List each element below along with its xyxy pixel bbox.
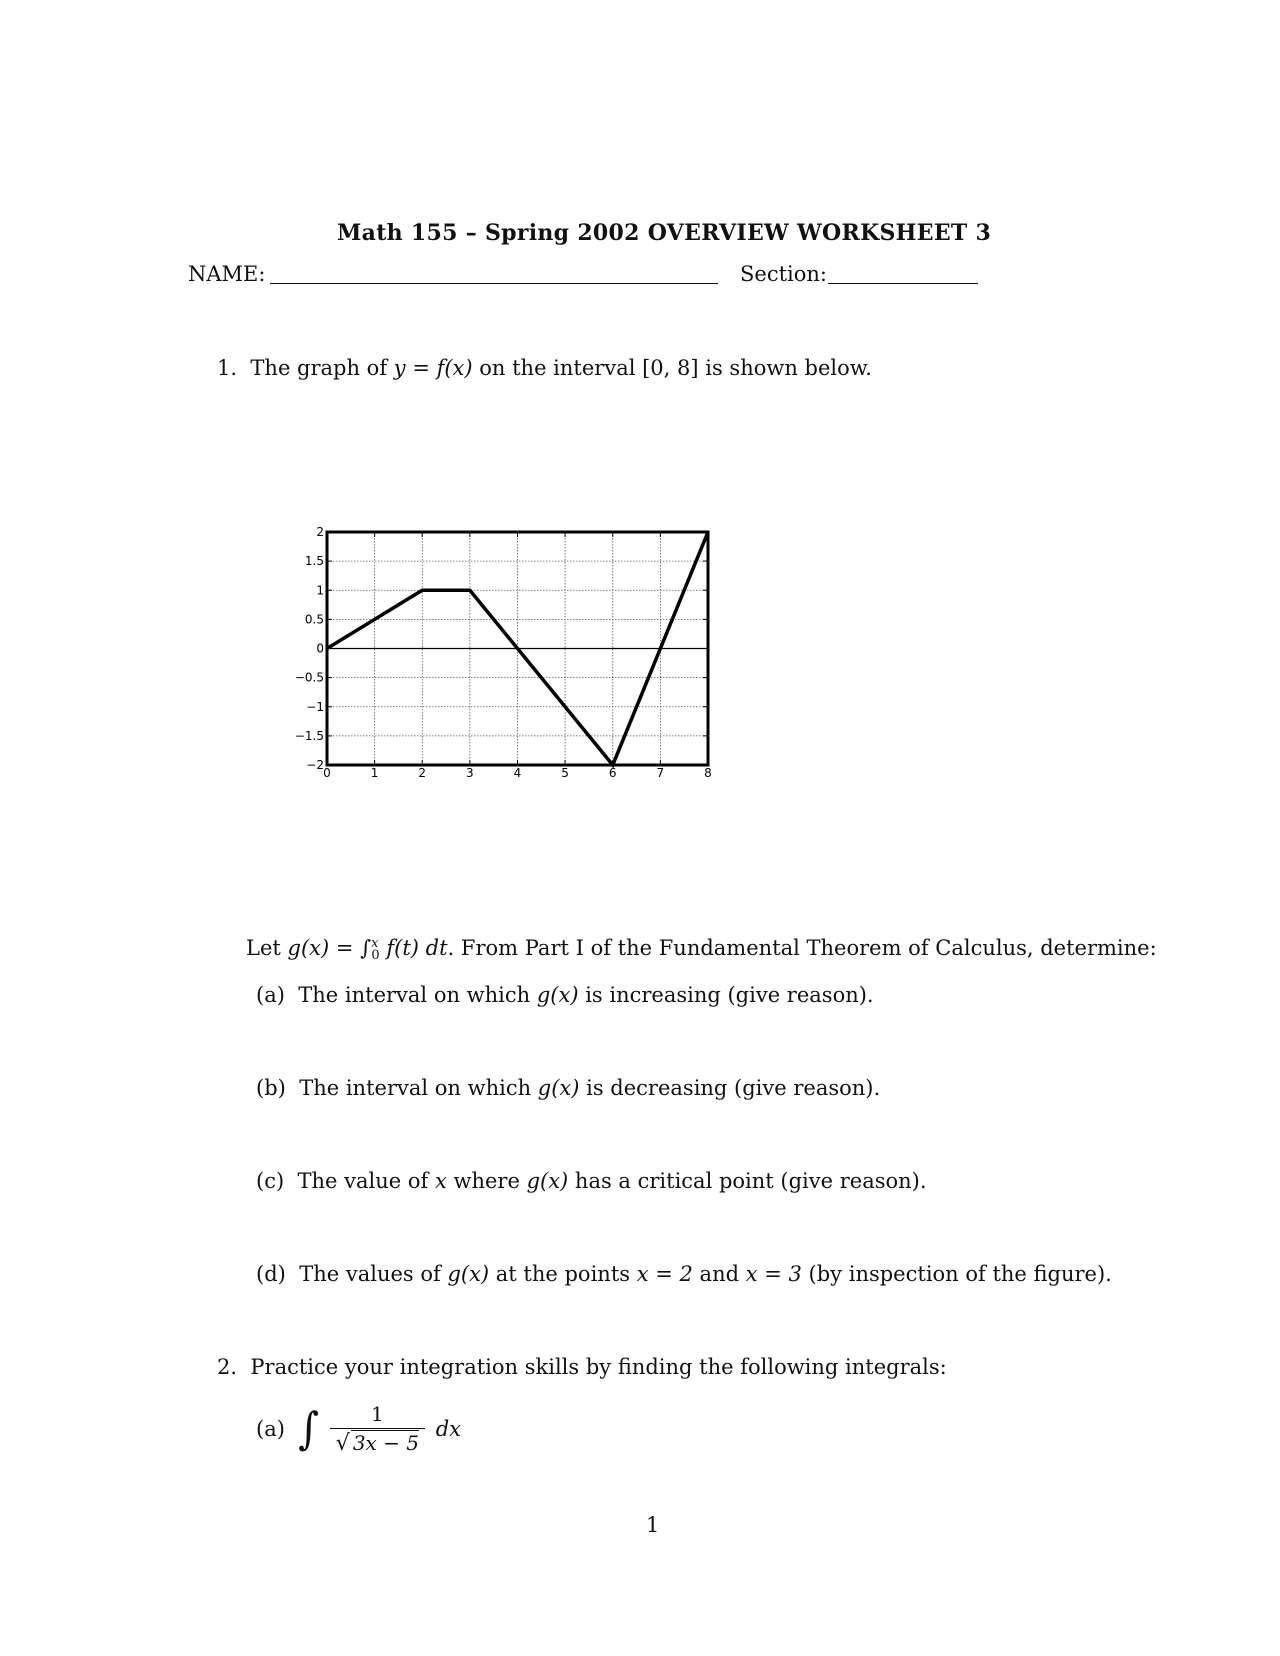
y-tick-label: 1 [316, 583, 324, 598]
upper-limit: x [371, 936, 379, 951]
section-label: Section: [740, 262, 827, 286]
x-tick-label: 1 [370, 766, 379, 780]
integral-sign: ∫ [360, 936, 372, 960]
part-a: (a) The interval on which g(x) is increasing (give reason). [256, 983, 874, 1007]
x-tick-label: 2 [418, 766, 427, 780]
x-tick-label: 4 [513, 766, 522, 780]
question-2-number: 2. [217, 1355, 238, 1379]
y-tick-label: −0.5 [294, 670, 324, 685]
section-blank-line[interactable] [828, 283, 978, 284]
question-1-number: 1. [217, 356, 238, 380]
y-tick-label: 1.5 [304, 554, 324, 569]
part-b: (b) The interval on which g(x) is decreasing (give reason). [256, 1076, 881, 1100]
denominator: √ 3x − 5 [330, 1428, 425, 1456]
part-c: (c) The value of x where g(x) has a critical point (give reason). [256, 1169, 927, 1193]
x-tick-label: 7 [656, 766, 665, 780]
question-2-intro: 2. Practice your integration skills by finding the following integrals: [217, 1355, 947, 1379]
worksheet-title: Math 155 – Spring 2002 OVERVIEW WORKSHEET 3 [337, 220, 992, 246]
fraction [330, 1402, 425, 1456]
y-tick-label: −1.5 [294, 728, 324, 743]
x-tick-label: 0 [323, 766, 331, 780]
y-tick-label: 0 [316, 641, 324, 656]
x-tick-label: 6 [608, 766, 617, 780]
numerator: 1 [371, 1402, 384, 1426]
function-equation: y = f(x) [393, 356, 473, 380]
x-tick-label: 5 [561, 766, 569, 780]
integral-a: (a) ∫ $\frac{1}{√ 3x - 5}$ dx [256, 1402, 462, 1456]
integral-sign: ∫ [298, 1403, 320, 1455]
name-label: NAME: [188, 262, 266, 286]
name-blank-line[interactable] [270, 283, 718, 284]
differential: dx [435, 1417, 462, 1441]
definition-line: Let g(x) = ∫$^x_0$ f(t) dt. From Part I of the Fundamental Theorem of Calculus, determine: [246, 936, 1157, 963]
part-d: (d) The values of g(x) at the points x = 2 and x = 3 (by inspection of the figure). [256, 1262, 1112, 1286]
y-tick-label: −1 [306, 699, 324, 714]
x-tick-label: 8 [704, 766, 712, 780]
y-tick-label: 2 [316, 525, 324, 539]
lower-limit: 0 [371, 948, 380, 963]
y-tick-label: 0.5 [304, 612, 324, 627]
function-graph [280, 520, 740, 800]
sqrt-icon: √ [335, 1431, 350, 1456]
interval: [0, 8] [642, 356, 699, 380]
question-1-intro: 1. The graph of y = f(x) on the interval [0, 8] is shown below. [217, 356, 872, 380]
y-tick-label: −2 [306, 758, 324, 772]
x-tick-label: 3 [466, 766, 474, 780]
page-number: 1 [646, 1513, 660, 1537]
